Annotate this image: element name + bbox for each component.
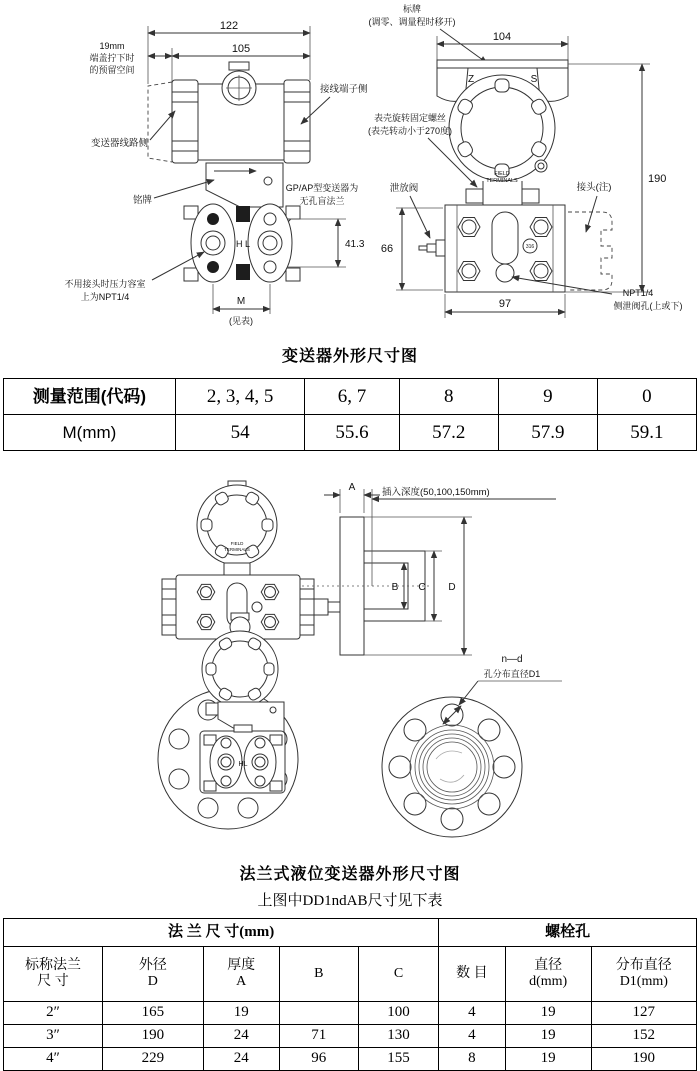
svg-text:泄放阀: 泄放阀	[389, 183, 419, 194]
cell: 127	[591, 1002, 696, 1025]
cell: 19	[505, 1002, 591, 1025]
field-terminals-small2: TERMINALS	[224, 547, 250, 552]
cell: 4″	[4, 1048, 103, 1071]
measuring-range-table	[3, 378, 697, 451]
dim-105-label: 105	[231, 43, 251, 55]
col-header-nominal-size: 标称法兰 尺 寸	[4, 947, 103, 1002]
svg-text:GP/AP型变送器为: GP/AP型变送器为	[285, 183, 359, 193]
dim-190-label: 190	[648, 173, 667, 185]
svg-text:无孔盲法兰: 无孔盲法兰	[299, 196, 345, 206]
svg-text:n—d: n—d	[501, 654, 523, 665]
dim-104-label: 104	[492, 31, 512, 43]
bolt	[261, 584, 279, 599]
hl-marking: H L	[235, 239, 251, 249]
svg-text:接头(注): 接头(注)	[576, 182, 612, 193]
svg-text:变送器线路侧: 变送器线路侧	[90, 138, 148, 149]
cell	[279, 1002, 358, 1025]
col-header-thickness: 厚度 A	[203, 947, 279, 1002]
cell: 152	[591, 1025, 696, 1048]
dim-122-label: 122	[219, 20, 239, 32]
insertion-depth-label	[372, 486, 556, 499]
svg-text:侧泄阀孔(上或下): 侧泄阀孔(上或下)	[613, 301, 683, 311]
field-terminals-text2: TERMINALS	[486, 178, 518, 184]
field-terminals-small: FIELD	[230, 541, 244, 546]
svg-text:19mm: 19mm	[99, 41, 125, 51]
cell: 2″	[4, 1002, 103, 1025]
m-value-cell: 59.1	[597, 415, 696, 451]
dim-97-label: 97	[498, 298, 512, 310]
cell: 24	[203, 1025, 279, 1048]
material-316-marking: 316	[525, 244, 535, 250]
table-row	[4, 1002, 697, 1025]
col-header-b: B	[279, 947, 358, 1002]
svg-text:孔分布直径D1: 孔分布直径D1	[483, 669, 541, 679]
m-value-cell: 55.6	[305, 415, 399, 451]
cell: 19	[505, 1048, 591, 1071]
npt-pressure-chamber-note	[64, 252, 204, 302]
flange-dimension-table	[3, 918, 697, 1071]
table-row	[4, 1025, 697, 1048]
dim-66-label: 66	[380, 243, 394, 255]
m-value-cell: 57.2	[399, 415, 498, 451]
cell: 130	[358, 1025, 438, 1048]
drawing2-title: 法兰式液位变送器外形尺寸图	[239, 866, 461, 883]
svg-text:插入深度(50,100,150mm): 插入深度(50,100,150mm)	[382, 487, 490, 498]
range-code-cell: 8	[399, 379, 498, 415]
svg-text:上为NPT1/4: 上为NPT1/4	[80, 292, 130, 302]
svg-text:的预留空间: 的预留空间	[89, 65, 135, 75]
circuit-side-label	[91, 111, 175, 149]
range-code-cell: 0	[597, 379, 696, 415]
flange-face-view	[382, 654, 562, 837]
cell: 24	[203, 1048, 279, 1071]
table-row	[4, 1048, 697, 1071]
svg-text:(表壳转动小于270度): (表壳转动小于270度)	[367, 126, 453, 136]
range-code-header: 测量范围(代码)	[4, 379, 176, 415]
cell: 100	[358, 1002, 438, 1025]
cell: 8	[439, 1048, 506, 1071]
cell: 19	[505, 1025, 591, 1048]
dim-d-label: D	[448, 582, 456, 593]
svg-text:端盖拧下时: 端盖拧下时	[89, 53, 135, 63]
cell: 165	[103, 1002, 203, 1025]
cell: 190	[591, 1048, 696, 1071]
tag-plate-note	[369, 3, 488, 63]
note-19mm-space	[89, 41, 134, 75]
bolt	[197, 584, 215, 599]
col-header-dist-dia: 分布直径 D1(mm)	[591, 947, 696, 1002]
front-view-drawing	[368, 3, 683, 318]
drawing1-title: 变送器外形尺寸图	[281, 348, 418, 365]
z-marking: Z	[467, 74, 475, 85]
cell: 4	[439, 1002, 506, 1025]
dim-b-label: B	[391, 582, 399, 593]
dim-a-label: A	[348, 482, 356, 493]
cell: 19	[203, 1002, 279, 1025]
svg-text:铭牌: 铭牌	[132, 195, 152, 206]
svg-text:表壳旋转固定螺丝: 表壳旋转固定螺丝	[373, 113, 447, 123]
svg-text:不用接头时压力容室: 不用接头时压力容室	[64, 279, 146, 289]
range-code-cell: 2, 3, 4, 5	[175, 379, 305, 415]
m-mm-header: M(mm)	[4, 415, 176, 451]
bolt	[197, 614, 215, 629]
flange-size-group-header: 法 兰 尺 寸(mm)	[4, 919, 439, 947]
m-value-cell: 54	[175, 415, 305, 451]
drawing2-subtitle: 上图中DD1ndAB尺寸见下表	[257, 893, 443, 909]
drain-valve-label	[390, 182, 430, 238]
bolt-hole-group-header: 螺栓孔	[439, 919, 697, 947]
bolt	[530, 218, 552, 237]
range-code-cell: 9	[498, 379, 597, 415]
bolt	[530, 262, 552, 281]
cell: 96	[279, 1048, 358, 1071]
terminal-side-label	[301, 83, 368, 124]
cell: 155	[358, 1048, 438, 1071]
svg-text:标牌: 标牌	[402, 4, 422, 14]
dim-c-label: C	[418, 582, 426, 593]
cell: 190	[103, 1025, 203, 1048]
svg-text:接线端子侧: 接线端子侧	[320, 84, 368, 95]
field-terminals-text: FIELD	[494, 171, 510, 177]
bolt	[458, 262, 480, 281]
dim-m-label: M	[236, 296, 246, 307]
bolt	[458, 218, 480, 237]
col-header-c: C	[358, 947, 438, 1002]
m-value-cell: 57.9	[498, 415, 597, 451]
flange-front-view	[158, 613, 298, 829]
range-code-cell: 6, 7	[305, 379, 399, 415]
nameplate-label	[133, 180, 214, 206]
side-view-drawing	[64, 20, 367, 326]
col-header-count: 数 目	[439, 947, 506, 1002]
col-header-outer-dia: 外径 D	[103, 947, 203, 1002]
cell: 3″	[4, 1025, 103, 1048]
svg-text:NPT1/4: NPT1/4	[622, 288, 654, 298]
flange-side-view	[162, 481, 556, 655]
transmitter-outline-drawing	[0, 0, 700, 340]
dim-41-3-label: 41.3	[345, 239, 365, 250]
cell: 71	[279, 1025, 358, 1048]
hl-marking: HL	[238, 761, 248, 768]
cell: 4	[439, 1025, 506, 1048]
svg-text:(调零、调量程时移开): (调零、调量程时移开)	[368, 17, 456, 27]
col-header-dia-d: 直径 d(mm)	[505, 947, 591, 1002]
flange-transmitter-drawing	[0, 459, 700, 855]
s-marking: S	[530, 74, 538, 85]
bolt	[261, 614, 279, 629]
dim-m-see-table: (见表)	[229, 316, 253, 326]
cell: 229	[103, 1048, 203, 1071]
adapter-note-label	[577, 181, 612, 232]
